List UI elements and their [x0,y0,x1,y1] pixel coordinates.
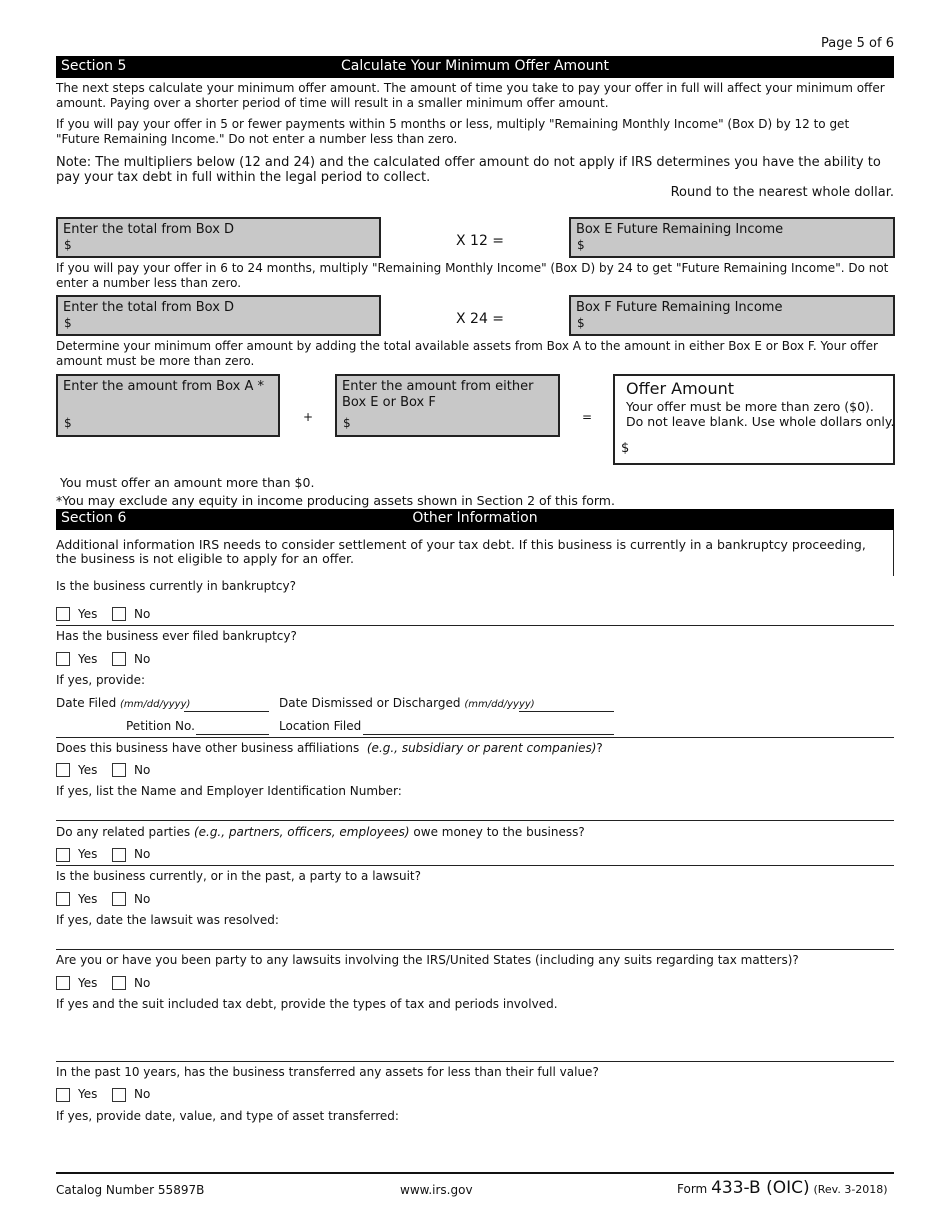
question-mark: ? [596,741,603,755]
box-d-total-label: Enter the total from Box D [63,222,235,237]
section-5-label: Section 5 [61,58,127,74]
divider [56,737,894,738]
question-filed-bankruptcy: Has the business ever filed bankruptcy? [56,629,297,643]
affiliations-answer-line[interactable] [56,820,894,821]
box-e-label: Box E Future Remaining Income [576,222,784,237]
box-f-label: Box F Future Remaining Income [576,300,783,315]
form-id [677,1178,888,1198]
petition-no-field[interactable] [196,734,269,735]
irs-lawsuit-yes-checkbox[interactable] [56,976,70,990]
form-revision: (Rev. 3-2018) [813,1183,888,1196]
question-affiliations [56,741,603,755]
lawsuit-if-yes: If yes, date the lawsuit was resolved: [56,913,279,927]
offer-amount-box[interactable] [613,374,895,465]
related-text-b: owe money to the business? [413,825,585,839]
affiliations-text: Does this business have other business affiliations [56,741,360,755]
section-6-intro: Additional information IRS needs to consider settlement of your tax debt. If this business is currently in a bankruptcy proceeding, the business is not eligible to apply for an offer. [56,537,866,566]
if-yes-provide: If yes, provide: [56,673,146,687]
no-label: No [134,652,151,666]
six-to-24-instructions: If you will pay your offer in 6 to 24 months, multiply "Remaining Monthly Income" (Box D) by 24 to get "Future Remaining Income". Do not enter a number less than zero. [56,261,889,290]
transfer-yes-checkbox[interactable] [56,1088,70,1102]
location-filed-label: Location Filed [279,719,362,733]
website: www.irs.gov [400,1183,473,1197]
lawsuit-yes-checkbox[interactable] [56,892,70,906]
filed-no-checkbox[interactable] [112,652,126,666]
question-asset-transfer: In the past 10 years, has the business transferred any assets for less than their full value? [56,1065,599,1079]
multiply-24: X 24 = [456,311,505,327]
location-filed-field[interactable] [363,734,614,735]
related-yes-checkbox[interactable] [56,848,70,862]
dollar-sign: $ [577,316,585,330]
affiliations-no-checkbox[interactable] [112,763,126,777]
lawsuit-no-checkbox[interactable] [112,892,126,906]
no-label: No [134,847,151,861]
date-format-hint: (mm/dd/yyyy) [120,699,191,710]
section-5-intro: The next steps calculate your minimum offer amount. The amount of time you take to pay your offer in full will affect your minimum offer amount. Paying over a shorter period of time will result in a smaller minimum offer amount. [56,81,885,110]
equals-sign: = [582,410,593,424]
yes-label: Yes [78,1087,98,1101]
divider [893,530,894,576]
filed-yes-checkbox[interactable] [56,652,70,666]
box-a-label: Enter the amount from Box A * [63,379,264,394]
box-e-or-f-label: Enter the amount from either Box E or Box F [342,379,534,410]
five-months-instructions: If you will pay your offer in 5 or fewer payments within 5 months or less, multiply "Remaining Monthly Income" (Box D) by 12 to get "Future Remaining Income." Do not enter a number less than zero. [56,117,850,146]
multiply-12: X 12 = [456,233,505,249]
irs-lawsuit-if-yes: If yes and the suit included tax debt, provide the types of tax and periods involved. [56,997,558,1011]
no-label: No [134,976,151,990]
section-5-header [56,56,894,78]
no-label: No [134,607,151,621]
must-offer-note: You must offer an amount more than $0. [60,475,315,490]
date-dismissed-label [279,696,535,712]
offer-amount-title: Offer Amount [626,379,734,398]
box-d-total-12[interactable] [56,217,381,258]
question-related-parties [56,825,585,839]
divider [56,865,894,866]
offer-amount-rule-1: Your offer must be more than zero ($0). [626,399,874,414]
exclude-equity-note: *You may exclude any equity in income producing assets shown in Section 2 of this form. [56,493,615,508]
related-example: (e.g., partners, officers, employees) [193,825,410,839]
box-d-total-label: Enter the total from Box D [63,300,235,315]
section-6-header [56,509,894,530]
section-5-title: Calculate Your Minimum Offer Amount [340,58,609,74]
box-e-future-remaining-income[interactable] [569,217,895,258]
yes-label: Yes [78,847,98,861]
related-text-a: Do any related parties [56,825,191,839]
box-d-total-24[interactable] [56,295,381,336]
page-number: Page 5 of 6 [821,36,894,51]
yes-label: Yes [78,892,98,906]
form-word: Form [677,1182,708,1196]
no-label: No [134,892,151,906]
lawsuit-answer-line[interactable] [56,949,894,950]
date-dismissed-text: Date Dismissed or Discharged [279,696,461,710]
section-6-title: Other Information [412,510,538,526]
dollar-sign: $ [621,441,630,456]
question-bankruptcy: Is the business currently in bankruptcy? [56,579,296,593]
yes-label: Yes [78,607,98,621]
bankruptcy-no-checkbox[interactable] [112,607,126,621]
irs-lawsuit-no-checkbox[interactable] [112,976,126,990]
date-filed-label [56,696,190,712]
determine-offer-instructions: Determine your minimum offer amount by adding the total available assets from Box A to the amount in either Box E or Box F. Your offer amount must be more than zero. [56,339,878,368]
date-format-hint: (mm/dd/yyyy) [464,699,535,710]
dollar-sign: $ [577,238,585,252]
date-filed-field[interactable] [184,711,269,712]
dollar-sign: $ [64,416,72,430]
box-f-future-remaining-income[interactable] [569,295,895,336]
form-number: 433-B (OIC) [711,1178,810,1198]
bankruptcy-yes-checkbox[interactable] [56,607,70,621]
round-instruction: Round to the nearest whole dollar. [670,185,894,200]
date-filed-text: Date Filed [56,696,117,710]
related-no-checkbox[interactable] [112,848,126,862]
petition-no-label: Petition No. [126,719,195,733]
box-a-amount[interactable] [56,374,280,437]
footer-rule [56,1172,894,1174]
no-label: No [134,1087,151,1101]
affiliations-example: (e.g., subsidiary or parent companies) [366,741,597,755]
affiliations-yes-checkbox[interactable] [56,763,70,777]
affiliations-if-yes: If yes, list the Name and Employer Identification Number: [56,784,402,798]
section-6-label: Section 6 [61,510,127,526]
question-lawsuit: Is the business currently, or in the past, a party to a lawsuit? [56,869,421,883]
yes-label: Yes [78,652,98,666]
transfer-if-yes: If yes, provide date, value, and type of asset transferred: [56,1109,399,1123]
yes-label: Yes [78,763,98,777]
dollar-sign: $ [64,238,72,252]
dollar-sign: $ [64,316,72,330]
dollar-sign: $ [343,416,351,430]
irs-lawsuit-answer-line[interactable] [56,1061,894,1062]
no-label: No [134,763,151,777]
offer-amount-rule-2: Do not leave blank. Use whole dollars only. [626,414,895,429]
question-irs-lawsuit: Are you or have you been party to any lawsuits involving the IRS/United States (including any suits regarding tax matters)? [56,953,799,967]
divider [56,625,894,626]
plus-sign: + [303,410,314,424]
transfer-no-checkbox[interactable] [112,1088,126,1102]
multiplier-note: Note: The multipliers below (12 and 24) and the calculated offer amount do not apply if IRS determines you have the ability to pay your tax debt in full within the legal period to collect. [56,155,881,185]
catalog-number: Catalog Number 55897B [56,1183,205,1197]
date-dismissed-field[interactable] [519,711,614,712]
yes-label: Yes [78,976,98,990]
box-e-or-f-amount[interactable] [335,374,560,437]
